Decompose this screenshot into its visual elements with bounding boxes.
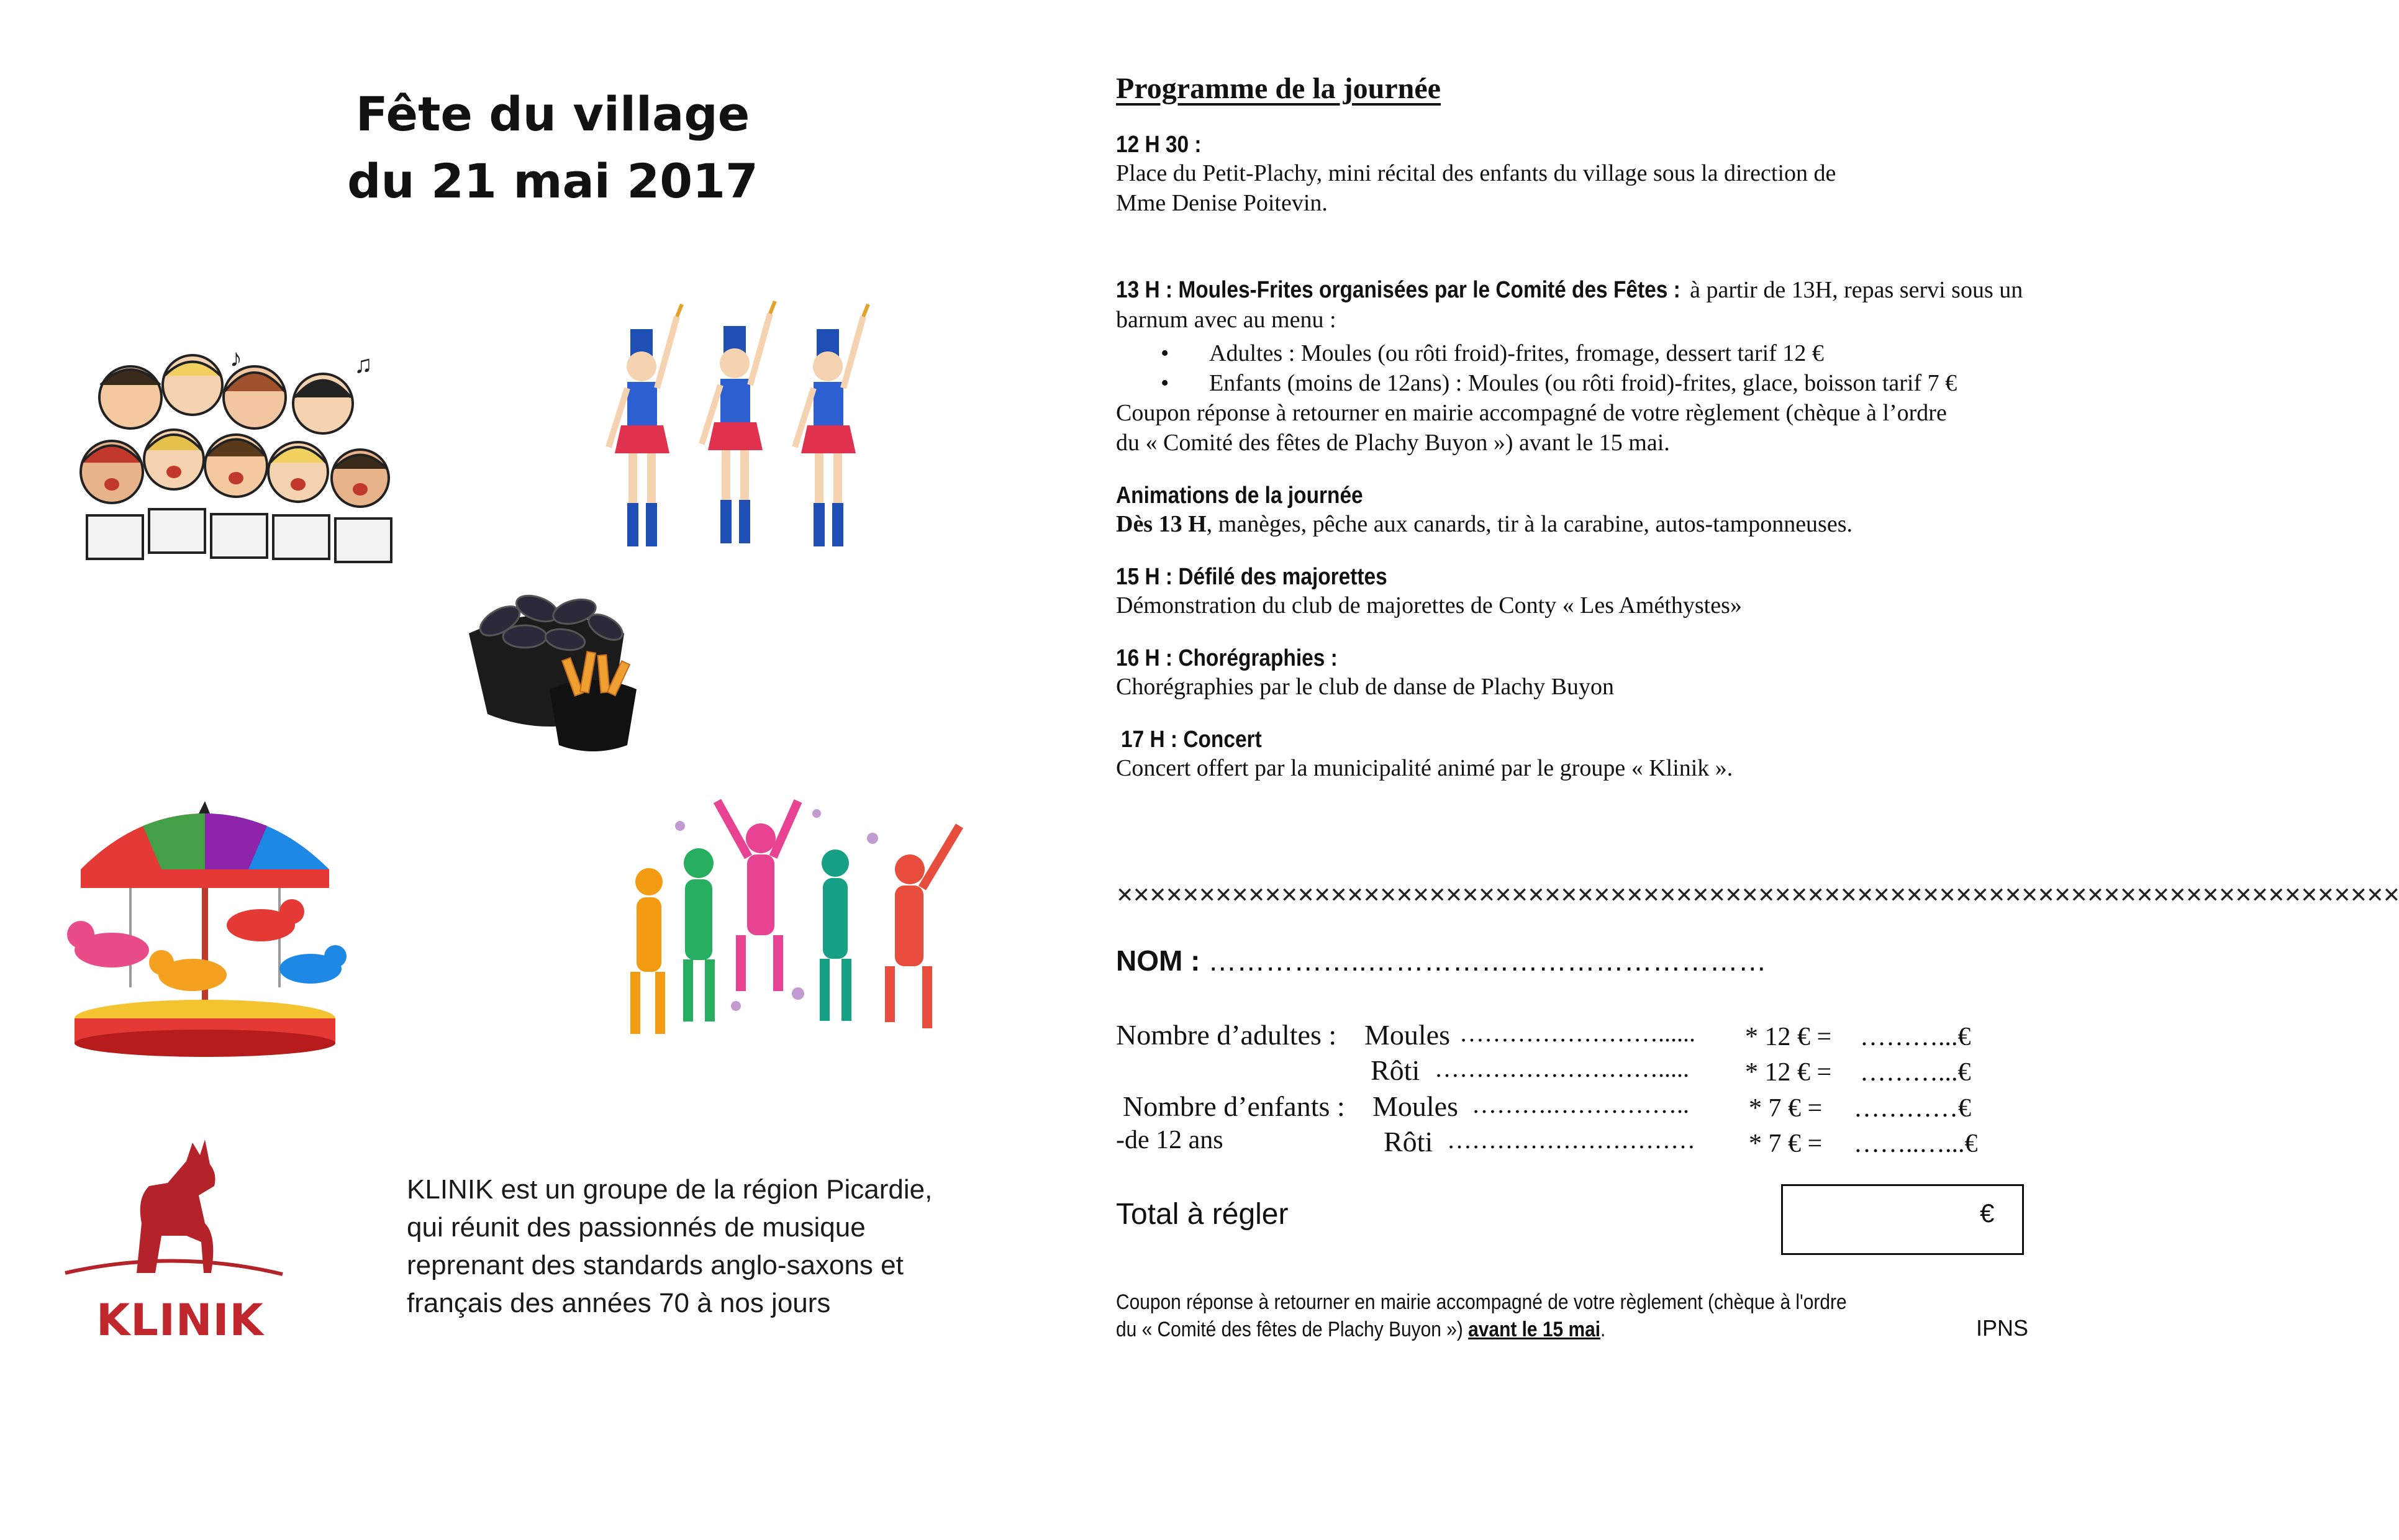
klinik-text-line: français des années 70 à nos jours <box>407 1288 831 1318</box>
nom-row <box>1116 944 1767 977</box>
section-text: barnum avec au menu : <box>1116 307 1336 333</box>
section-15h <box>1116 564 2122 620</box>
section-heading: 16 H : Chorégraphies : <box>1116 645 1338 671</box>
section-17h <box>1116 727 2122 783</box>
total-label: Total à régler <box>1116 1198 1289 1231</box>
menu-bullet-adults: • Adultes : Moules (ou rôti froid)-frites, fromage, dessert tarif 12 € <box>1116 338 2122 368</box>
adults-roti-label: Rôti <box>1371 1054 1420 1086</box>
adults-moules-label: Moules <box>1364 1019 1450 1051</box>
adults-roti-field[interactable]: ………………………..... <box>1435 1054 1689 1082</box>
adults-price: * 12 € = <box>1745 1058 1832 1087</box>
section-text: Démonstration du club de majorettes de Conty « Les Améthystes» <box>1116 592 1742 618</box>
cut-line: ✕✕✕✕✕✕✕✕✕✕✕✕✕✕✕✕✕✕✕✕✕✕✕✕✕✕✕✕✕✕✕✕✕✕✕✕✕✕✕✕✕✕✕✕✕✕✕✕✕✕✕✕✕✕✕✕✕✕✕✕✕✕✕✕✕✕✕✕✕✕✕✕✕✕✕✕✕✕ <box>1116 884 2399 907</box>
klinik-text-line: KLINIK est un groupe de la région Picardie, <box>407 1174 933 1205</box>
adults-moules-result[interactable]: ………...€ <box>1860 1023 1971 1051</box>
section-16h <box>1116 645 2122 702</box>
menu-bullet-children: • Enfants (moins de 12ans) : Moules (ou rôti froid)-frites, glace, boisson tarif 7 € <box>1116 368 2122 398</box>
footnote-text: du « Comité des fêtes de Plachy Buyon ») <box>1116 1318 1463 1341</box>
nom-field[interactable]: ……………..…………………………………… <box>1208 944 1767 977</box>
section-animations <box>1116 482 2122 539</box>
section-heading: 13 H : Moules-Frites organisées par le Comité des Fêtes : <box>1116 277 1680 303</box>
children-roti-label: Rôti <box>1384 1126 1433 1157</box>
section-text: Coupon réponse à retourner en mairie accompagné de votre règlement (chèque à l’ordre <box>1116 400 1947 426</box>
section-text: , manèges, pêche aux canards, tir à la carabine, autos-tamponneuses. <box>1206 511 1853 537</box>
children-price: * 7 € = <box>1749 1094 1823 1123</box>
dancers-icon <box>612 789 972 1062</box>
children-roti-field[interactable]: ………………………… <box>1447 1126 1695 1154</box>
children-choir-icon <box>62 344 410 571</box>
section-heading: 15 H : Défilé des majorettes <box>1116 564 1387 590</box>
children-moules-result[interactable]: …………€ <box>1854 1094 1971 1123</box>
footnote-text: . <box>1600 1318 1606 1341</box>
children-roti-result[interactable]: ……..…...€ <box>1854 1130 1978 1158</box>
programme-title: Programme de la journée <box>1116 72 1441 105</box>
children-moules-label: Moules <box>1372 1090 1458 1122</box>
children-moules-field[interactable]: ……….…………….. <box>1472 1090 1689 1118</box>
section-text: à partir de 13H, repas servi sous un <box>1684 277 2023 303</box>
section-text: Concert offert par la municipalité animé par le groupe « Klinik ». <box>1116 755 1733 781</box>
klinik-text-line: reprenant des standards anglo-saxons et <box>407 1250 904 1280</box>
children-label: Nombre d’enfants : <box>1123 1090 1345 1122</box>
section-text: Mme Denise Poitevin. <box>1116 190 1328 216</box>
section-13h <box>1116 275 2122 458</box>
klinik-deer-logo-icon <box>62 1136 286 1285</box>
svg-text:♪: ♪ <box>230 344 242 372</box>
footnote-deadline: avant le 15 mai <box>1468 1318 1601 1341</box>
adults-price: * 12 € = <box>1745 1023 1832 1051</box>
ipns-label: IPNS <box>1976 1315 2029 1341</box>
title-line-1: Fête du village <box>355 86 750 142</box>
majorettes-icon <box>596 304 888 571</box>
footnote-line <box>1116 1316 1847 1343</box>
footnote-line: Coupon réponse à retourner en mairie accompagné de votre règlement (chèque à l'ordre <box>1116 1290 1847 1314</box>
children-price: * 7 € = <box>1749 1130 1823 1158</box>
adults-label: Nombre d’adultes : <box>1116 1019 1337 1051</box>
klinik-logo-text: KLINIK <box>96 1295 264 1346</box>
carousel-icon <box>62 801 348 1062</box>
section-text: Chorégraphies par le club de danse de Plachy Buyon <box>1116 674 1614 700</box>
programme-section <box>1116 71 2122 783</box>
adults-roti-result[interactable]: ………...€ <box>1860 1058 1971 1087</box>
section-heading: Animations de la journée <box>1116 482 1363 509</box>
coupon-footnote <box>1116 1289 1847 1343</box>
svg-text:♫: ♫ <box>354 350 373 378</box>
total-currency: € <box>1980 1198 1995 1228</box>
adults-moules-field[interactable]: ……………………...... <box>1459 1019 1695 1047</box>
section-heading: 17 H : Concert <box>1121 727 1262 753</box>
klinik-description <box>407 1171 966 1322</box>
section-heading: 12 H 30 : <box>1116 132 1202 158</box>
children-age-label: -de 12 ans <box>1116 1126 1223 1154</box>
klinik-text-line: qui réunit des passionnés de musique <box>407 1212 866 1243</box>
nom-label: NOM : <box>1116 944 1200 977</box>
title-line-2: du 21 mai 2017 <box>347 153 758 209</box>
section-text: du « Comité des fêtes de Plachy Buyon ») avant le 15 mai. <box>1116 430 1670 456</box>
mussels-fries-icon <box>456 578 643 758</box>
section-text: Place du Petit-Plachy, mini récital des enfants du village sous la direction de <box>1116 160 1836 186</box>
page-title <box>273 81 832 215</box>
section-text-bold: Dès 13 H <box>1116 511 1207 537</box>
section-1230 <box>1116 132 2122 218</box>
